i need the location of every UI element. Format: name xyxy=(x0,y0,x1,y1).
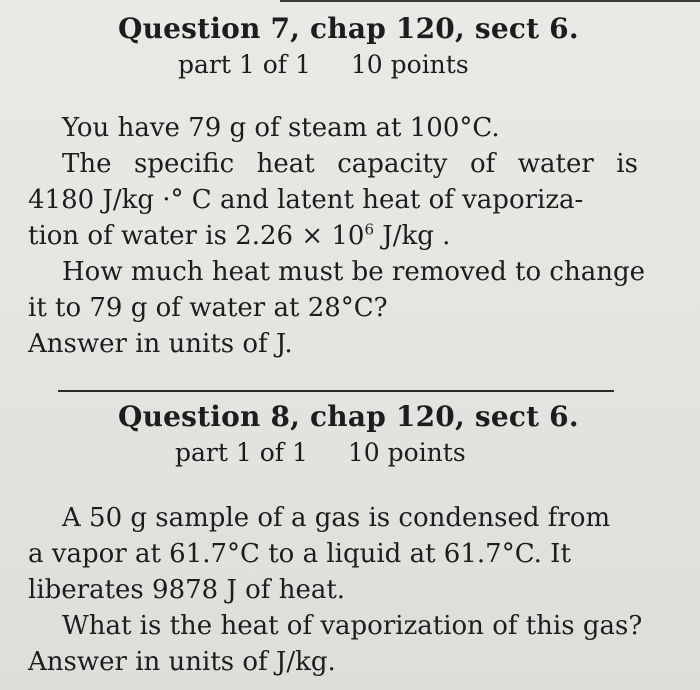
q7-latent-text: tion of water is 2.26 × 10 xyxy=(28,221,365,251)
q7-word: The xyxy=(62,149,112,179)
q8-line-answer-units: Answer in units of J/kg. xyxy=(28,647,336,677)
q8-line-question: What is the heat of vaporization of this gas? xyxy=(62,611,643,641)
q7-line-answer-units: Answer in units of J. xyxy=(28,329,293,359)
q7-line-units: 4180 J/kg ·° C and latent heat of vaporiza- xyxy=(28,185,584,215)
q7-word: capacity xyxy=(337,149,448,179)
question-8-points: 10 points xyxy=(347,438,466,467)
question-7-title: Question 7, chap 120, sect 6. xyxy=(118,12,579,45)
question-7-part: part 1 of 1 xyxy=(178,50,311,79)
top-divider xyxy=(280,0,700,2)
question-divider xyxy=(58,390,614,392)
q7-word: is xyxy=(616,149,638,179)
question-8-part: part 1 of 1 xyxy=(175,438,308,467)
q8-line-vapor: a vapor at 61.7°C to a liquid at 61.7°C. It xyxy=(28,539,571,569)
q7-word: water xyxy=(517,149,594,179)
q7-line-steam: You have 79 g of steam at 100°C. xyxy=(62,113,500,143)
q8-line-liberates: liberates 9878 J of heat. xyxy=(28,575,346,605)
question-8-body xyxy=(28,500,643,680)
q7-word: of xyxy=(469,149,496,179)
q7-word: heat xyxy=(256,149,315,179)
q7-line-question: How much heat must be removed to change xyxy=(62,257,645,287)
question-8-meta xyxy=(175,438,466,467)
q7-line-question-cont: it to 79 g of water at 28°C? xyxy=(28,293,388,323)
question-7-points: 10 points xyxy=(350,50,469,79)
question-8-title: Question 8, chap 120, sect 6. xyxy=(118,400,579,433)
q7-exponent: 6 xyxy=(364,220,375,239)
q7-line-specific-heat xyxy=(28,146,638,182)
q7-latent-units: J/kg . xyxy=(374,221,451,251)
question-7-body xyxy=(28,110,645,362)
question-7-meta xyxy=(178,50,469,79)
q8-line-sample: A 50 g sample of a gas is condensed from xyxy=(62,503,611,533)
q7-word: specific xyxy=(133,149,235,179)
q7-line-latent xyxy=(28,218,638,254)
